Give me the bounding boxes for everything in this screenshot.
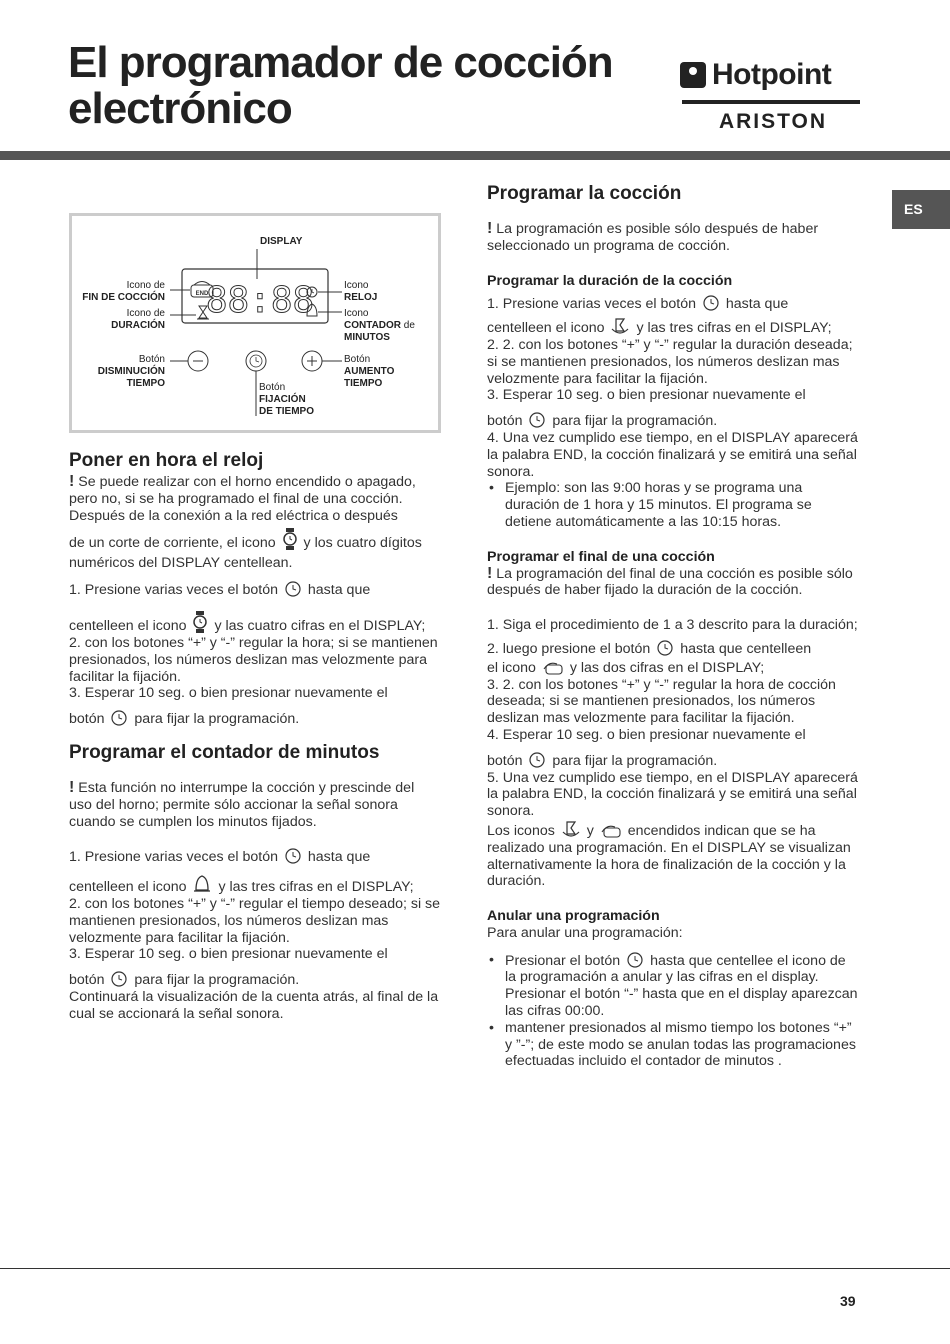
s1-step: 1. Presione varias veces el botón hasta que (69, 582, 371, 599)
s1-step: botón para fijar la programación. (69, 711, 300, 728)
duration-step: centelleen el icono y las tres cifras en el DISPLAY; (487, 317, 859, 337)
label-counter-icon: Icono CONTADOR de MINUTOS (344, 308, 415, 343)
s1-step: 2. con los botones “+” y “-” regular la hora; si se mantienen presionados, los números deslizan mas velozmente para facilitar la fijación. (69, 634, 438, 685)
list-item: • Presionar el botón hasta que centellee el icono de la programación a anular y las cifras en el display. Presionar el botón “-” hasta que en el display aparezcan las cifras 00:00. (487, 952, 859, 1020)
clock-button-icon (285, 581, 301, 597)
s2-step: centelleen el icono y las tres cifras en el DISPLAY; (69, 874, 441, 896)
label-plus-button: Botón AUMENTO TIEMPO (344, 354, 395, 389)
label-clock-icon: Icono RELOJ (344, 280, 378, 303)
right-column (487, 183, 859, 1070)
clock-button-icon (529, 752, 545, 768)
duration-step: botón para fijar la programación. (487, 413, 718, 430)
language-tab: ES (892, 190, 950, 229)
clock-button-icon (703, 295, 719, 311)
s2-step: 3. Esperar 10 seg. o bien presionar nuevamente el (69, 946, 388, 963)
end-step: el icono y las dos cifras en el DISPLAY; (487, 659, 765, 676)
duration-step: 3. Esperar 10 seg. o bien presionar nuevamente el (487, 387, 806, 404)
label-duration-icon: Icono de DURACIÓN (111, 308, 165, 331)
end-icon (601, 824, 621, 838)
brand-logo (680, 58, 862, 134)
end-step: 3. 2. con los botones “+” y “-” regular la hora de cocción deseada; si se mantienen presionados, los números deslizan mas velozmente para facilitar la fijación. (487, 676, 836, 727)
s1-text: de un corte de corriente, el icono y los cuatro dígitos numéricos del DISPLAY centellean. (69, 528, 441, 573)
logo-brand: Hotpoint (712, 58, 832, 91)
cancel-list (487, 952, 859, 1071)
hourglass-icon (611, 317, 629, 335)
hourglass-icon (562, 820, 580, 838)
plus-button-icon (302, 351, 342, 371)
clock-button-icon (627, 952, 643, 968)
s1-step: 3. Esperar 10 seg. o bien presionar nuevamente el (69, 685, 388, 702)
section-title-counter: Programar el contador de minutos (69, 741, 380, 763)
list-item: • mantener presionados al mismo tiempo los botones “+” y ”-”; de este modo se anulan todas las programaciones efectuadas incluido el contador de minutos . (487, 1020, 859, 1070)
clock-button-icon (285, 848, 301, 864)
s2-step: botón para fijar la programación. (69, 972, 300, 989)
minus-button-icon (170, 351, 208, 371)
end-step: 1. Siga el procedimiento de 1 a 3 descrito para la duración; (487, 617, 858, 634)
hotpoint-mark-icon (680, 62, 706, 88)
section-title-cooking: Programar la cocción (487, 183, 682, 204)
bell-icon (193, 874, 211, 894)
subtitle-duration: Programar la duración de la cocción (487, 272, 733, 289)
s1-note: ! Se puede realizar con el horno encendido o apagado, pero no, si se ha programado el final de una cocción. (69, 473, 416, 507)
footer-divider (0, 1268, 950, 1269)
clock-button-icon (529, 412, 545, 428)
clock-button-icon (657, 640, 673, 656)
duration-step: 4. Una vez cumplido ese tiempo, en el DISPLAY aparecerá la palabra END, la cocción finalizará y se emitirá una señal sonora. (487, 429, 858, 480)
watch-icon (193, 611, 207, 633)
subtitle-cancel: Anular una programación (487, 908, 660, 925)
end-badge: END (195, 291, 209, 297)
programmer-diagram (69, 213, 441, 433)
end-note: ! La programación del final de una cocción es posible sólo después de haber fijado la duración de la cocción. (487, 564, 853, 599)
label-minus-button: Botón DISMINUCIÓN TIEMPO (97, 354, 165, 389)
s1-step: centelleen el icono y las cuatro cifras en el DISPLAY; (69, 611, 441, 635)
s2-note: ! Esta función no interrumpe la cocción y prescinde del uso del horno; permite sólo accionar la señal sonora cuando se cumplen los minutos fijados. (69, 778, 415, 830)
watch-icon (283, 528, 297, 550)
left-column (69, 450, 441, 1023)
end-step: 4. Esperar 10 seg. o bien presionar nuevamente el (487, 726, 806, 743)
list-item: • Ejemplo: son las 9:00 horas y se programa una duración de 1 hora y 15 minutos. El programa se detiene automáticamente a las 10:15 horas. (487, 480, 859, 530)
duration-step: 1. Presione varias veces el botón hasta que (487, 296, 789, 313)
label-end-icon: Icono de FIN DE COCCIÓN (82, 280, 165, 303)
page-title (68, 40, 613, 132)
title-line-1: El programador de cocción (68, 38, 613, 87)
display-digits: 88:88 (205, 280, 315, 321)
cooking-note: ! La programación es posible sólo después de haber seleccionado un programa de cocción. (487, 220, 819, 254)
duration-step: 2. 2. con los botones “+” y “-” regular la duración deseada; si se mantienen presionados, los números deslizan mas velozmente para facilitar la fijación. (487, 336, 853, 387)
page-number: 39 (840, 1293, 856, 1309)
logo-divider (682, 100, 860, 104)
clock-button-icon (111, 710, 127, 726)
cancel-text: Para anular una programación: (487, 924, 683, 941)
s2-step: 2. con los botones “+” y “-” regular el tiempo deseado; si se mantienen presionados, los números deslizan mas velozmente para facilitar la fijación. (69, 895, 441, 946)
end-step: 5. Una vez cumplido ese tiempo, en el DISPLAY aparecerá la palabra END, la cocción finalizará y se emitirá una señal sonora. (487, 769, 858, 820)
s2-text: Continuará la visualización de la cuenta atrás, al final de la cual se accionará la señal sonora. (69, 988, 439, 1022)
end-text: Los iconos y encendidos indican que se ha realizado una programación. En el DISPLAY se visualizan alternativamente la hora de finalización de la cocción y la duración. (487, 820, 859, 890)
s1-text: Después de la conexión a la red eléctrica o después (69, 507, 398, 524)
logo-sub: ARISTON (718, 110, 828, 133)
title-line-2: electrónico (68, 84, 292, 133)
duration-example (487, 480, 859, 530)
subtitle-end: Programar el final de una cocción (487, 548, 715, 565)
end-step: botón para fijar la programación. (487, 752, 718, 769)
section-title-clock: Poner en hora el reloj (69, 450, 264, 471)
header-band (0, 151, 950, 160)
s2-step: 1. Presione varias veces el botón hasta que (69, 849, 371, 866)
end-icon (543, 661, 563, 675)
end-step: 2. luego presione el botón hasta que centelleen (487, 640, 812, 657)
label-display: DISPLAY (260, 236, 303, 247)
clock-button-icon (111, 971, 127, 987)
label-fix-button: Botón FIJACIÓN DE TIEMPO (259, 382, 315, 417)
